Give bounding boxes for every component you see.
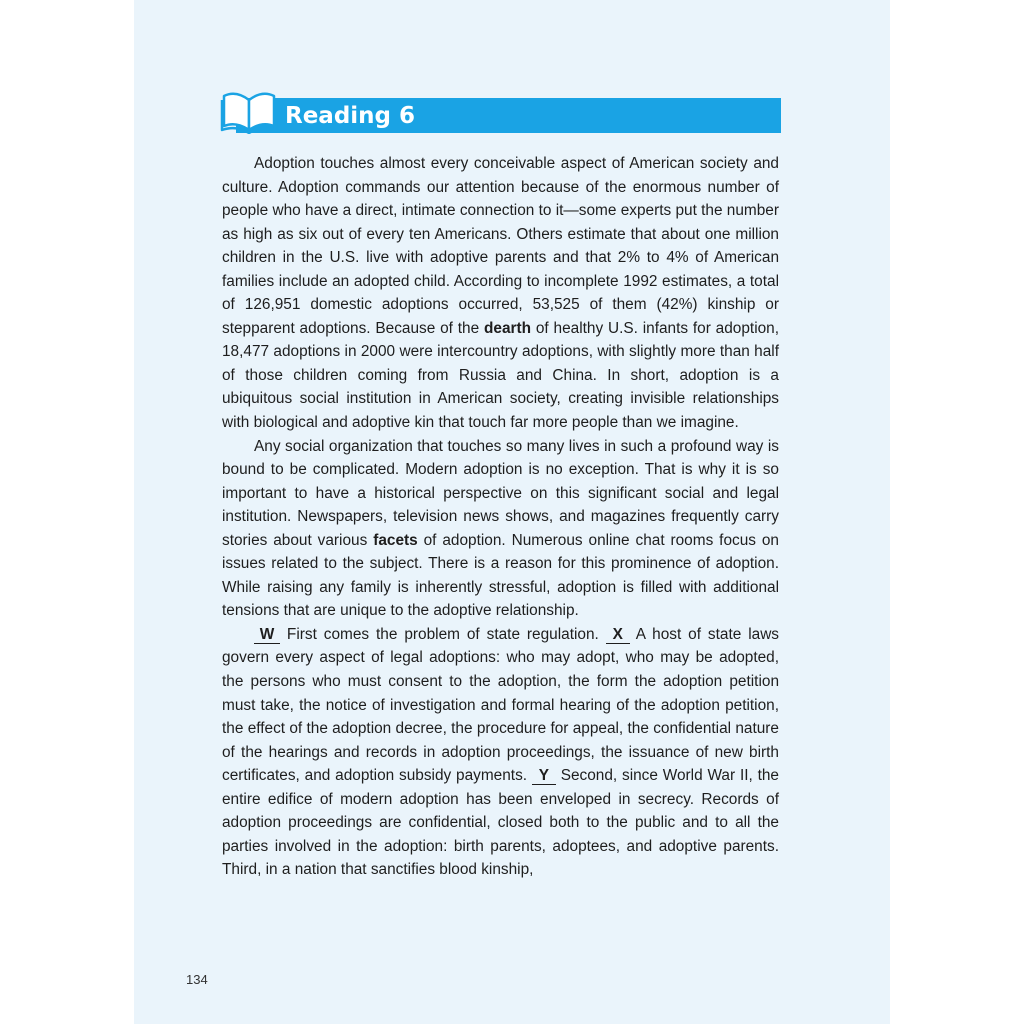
reading-header [222, 88, 782, 136]
paragraph-2: Any social organization that touches so many lives in such a profound way is bound to be complicated. Modern adoption is no exception. That is why it is so important to have a historical perspective on this significant social and legal institution. Newspapers, television news shows, and magazines frequently carry stories about various facets of adoption. Numerous online chat rooms focus on issues related to the subject. There is a reason for this prominence of adoption. While raising any family is inherently stressful, adoption is filled with additional tensions that are unique to the adoptive relationship. [222, 437, 779, 620]
reading-title: Reading 6 [285, 103, 416, 129]
blank-marker-y: Y [532, 768, 556, 785]
open-book-icon [220, 88, 280, 134]
page [134, 0, 890, 1024]
blank-marker-w: W [254, 627, 280, 644]
paragraph-3: W First comes the problem of state regulation. X A host of state laws govern every aspect of legal adoptions: who may adopt, who may be adopted, the persons who must consent to the adoption, the form the adoption petition must take, the notice of investigation and formal hearing of the adoption petition, the effect of the adoption decree, the procedure for appeal, the confidential nature of the hearings and records in adoption proceedings, the issuance of new birth certificates, and adoption subsidy payments. Y Second, since World War II, the entire edifice of modern adoption has been enveloped in secrecy. Records of adoption proceedings are confidential, closed both to the public and to all the parties involved in the adoption: birth parents, adoptees, and adoptive parents. Third, in a nation that sanctifies blood kinship, [222, 625, 780, 879]
vocab-word-dearth: dearth [484, 319, 532, 337]
vocab-word-facets: facets [373, 531, 418, 549]
paragraph-1: Adoption touches almost every conceivable aspect of American society and culture. Adoption commands our attention because of the enormous number of people who have a direct, intimate connection to it—some experts put the number as high as six out of every ten Americans. Others estimate that about one million children in the U.S. live with adoptive parents and that 2% to 4% of American families include an adopted child. According to incomplete 1992 estimates, a total of 126,951 domestic adoptions occurred, 53,525 of them (42%) kinship or stepparent adoptions. Because of the dearth of healthy U.S. infants for adoption, 18,477 adoptions in 2000 were intercountry adoptions, with slightly more than half of those children coming from Russia and China. In short, adoption is a ubiquitous social institution in American society, creating invisible relationships with biological and adoptive kin that touch far more people than we imagine. [222, 155, 780, 432]
reading-passage [222, 152, 779, 882]
blank-marker-x: X [606, 627, 630, 644]
page-number: 134 [186, 972, 208, 987]
